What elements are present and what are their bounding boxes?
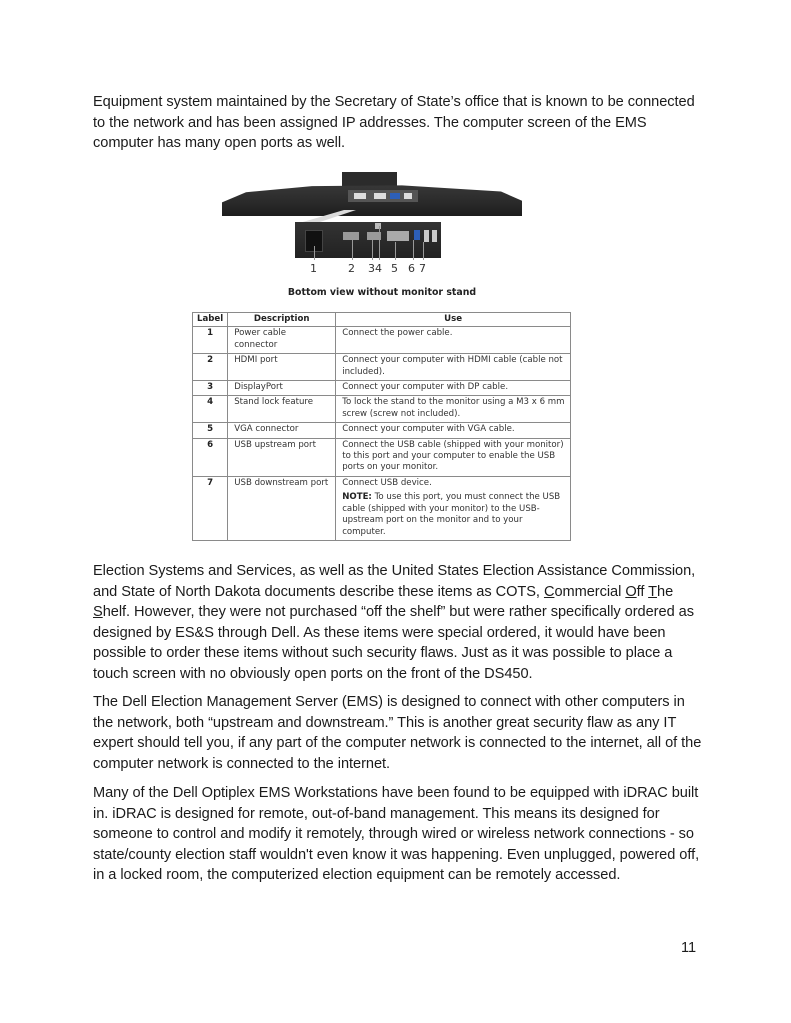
port-description-table (192, 312, 571, 541)
port-number-4: 4 (375, 262, 382, 275)
row-use: Connect the power cable. (336, 327, 571, 354)
cots-word-off: Off (625, 583, 649, 600)
row-use: To lock the stand to the monitor using a M3 x 6 mm screw (screw not included). (336, 396, 571, 423)
port-number-3: 3 (368, 262, 375, 275)
port-number-6: 6 (408, 262, 415, 275)
port-number-7: 7 (419, 262, 426, 275)
monitor-stand-mount (342, 172, 397, 186)
usage-note (342, 492, 565, 538)
table-row (193, 381, 571, 396)
table-row (193, 438, 571, 476)
usb-upstream-icon (414, 230, 420, 240)
hdmi-port-icon (343, 232, 359, 240)
cots-word-shelf: Shelf. (93, 604, 131, 621)
table-row (193, 354, 571, 381)
row-label: 3 (193, 381, 228, 396)
row-label: 5 (193, 423, 228, 438)
stand-lock-icon (375, 223, 381, 229)
table-row (193, 396, 571, 423)
port-closeup-callout (295, 222, 441, 258)
table-row (193, 476, 571, 540)
row-use: Connect your computer with DP cable. (336, 381, 571, 396)
paragraph-idrac: Many of the Dell Optiplex EMS Workstations have been found to be equipped with iDRAC built in. iDRAC is designed for remote, out-of-band management. This means its designed for someone to control and modify it remotely, through wired or wireless network connections - so state/county election staff wouldn't even know it was happening. Even unplugged, powered off, in a locked room, the computerized election equipment can be remotely accessed. (93, 785, 700, 884)
note-text: To use this port, you must connect the USB cable (shipped with your monitor) to the USB-upstream port on the monitor and to your computer. (342, 492, 561, 537)
row-label: 6 (193, 438, 228, 476)
page-number: 11 (681, 940, 697, 956)
cots-text-before: Election Systems and Services, as well as the United States Election Assistance Commission, and State of North Dakota documents describe these items as COTS, (93, 563, 696, 600)
monitor-bottom-view-figure (212, 168, 530, 280)
row-description: Power cable connector (228, 327, 336, 354)
row-label: 1 (193, 327, 228, 354)
port-number-2: 2 (348, 262, 355, 275)
row-description: VGA connector (228, 423, 336, 438)
figure-caption: Bottom view without monitor stand (287, 287, 477, 298)
row-description: HDMI port (228, 354, 336, 381)
row-description: USB downstream port (228, 476, 336, 540)
usb-downstream-icon (424, 230, 429, 242)
paragraph-ems-network: The Dell Election Management Server (EMS) is designed to connect with other computers in the network, both “upstream and downstream.” This is another great security flaw as any IT expert should tell you, if any part of the computer network is connected to the internet, all of the computer network is connected to the internet. (93, 694, 702, 772)
row-use: Connect your computer with VGA cable. (336, 423, 571, 438)
table-header-row (193, 313, 571, 327)
row-use: Connect your computer with HDMI cable (cable not included). (336, 354, 571, 381)
usb-downstream-icon-2 (432, 230, 437, 242)
row-use: Connect the USB cable (shipped with your monitor) to this port and your computer to enable the USB ports on your monitor. (336, 438, 571, 476)
row-description: Stand lock feature (228, 396, 336, 423)
port-number-5: 5 (391, 262, 398, 275)
row-description: USB upstream port (228, 438, 336, 476)
row-label: 7 (193, 476, 228, 540)
header-use: Use (336, 313, 571, 327)
cots-word-the: The (648, 583, 674, 600)
port-number-1: 1 (310, 262, 317, 275)
table-row (193, 327, 571, 354)
vga-connector-icon (387, 231, 409, 241)
monitor-port-strip (348, 190, 418, 202)
table-row (193, 423, 571, 438)
row-description: DisplayPort (228, 381, 336, 396)
cots-text-after: However, they were not purchased “off the shelf” but were rather specifically ordered as designed by ES&S through Dell. As these items were special ordered, it would have been possible to order these items without such security flaws. Just as it was possible to place a touch screen with no obviously open ports on the front of the DS450. (93, 604, 694, 682)
paragraph-cots (93, 561, 705, 685)
row-label: 4 (193, 396, 228, 423)
header-label: Label (193, 313, 228, 327)
paragraph-intro: Equipment system maintained by the Secretary of State’s office that is known to be connected to the network and has been assigned IP addresses. The computer screen of the EMS computer has many open ports as well. (93, 94, 695, 152)
row-use (336, 476, 571, 540)
row-label: 2 (193, 354, 228, 381)
cots-word-commercial: Commercial (543, 583, 626, 600)
row-use-text: Connect USB device. (342, 477, 432, 488)
header-description: Description (228, 313, 336, 327)
note-label: NOTE: (342, 492, 372, 503)
